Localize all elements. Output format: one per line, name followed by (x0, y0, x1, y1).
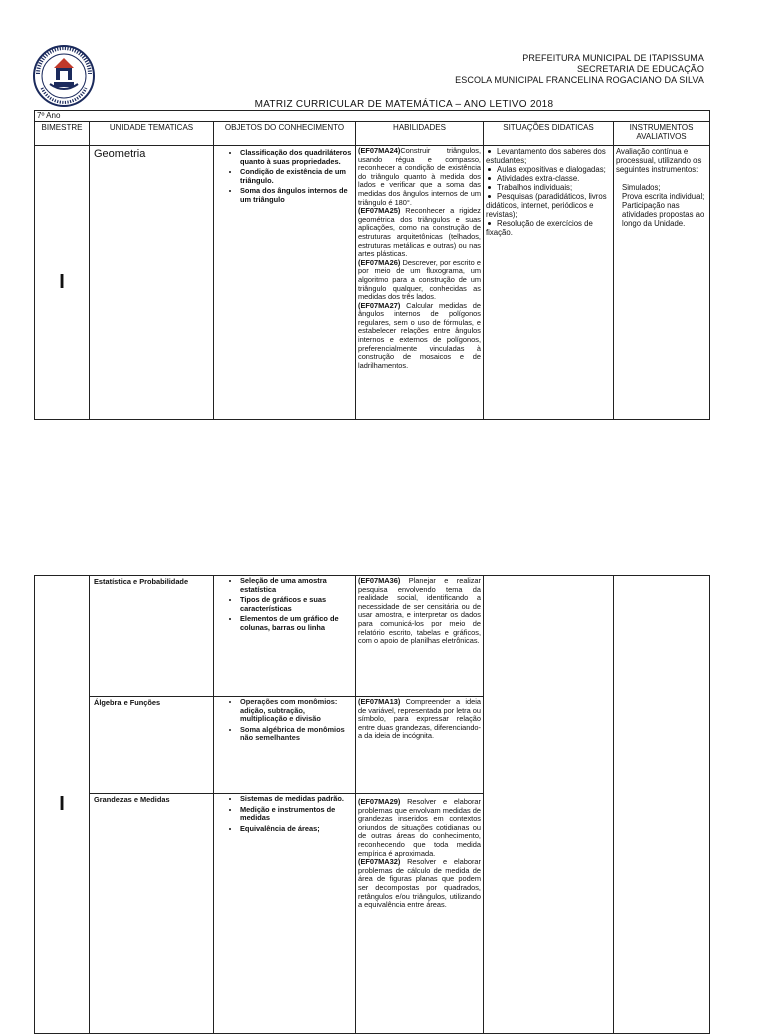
instrumento-intro: Avaliação contínua e processual, utilizando os seguintes instrumentos: (616, 147, 702, 174)
objeto-item: • Soma algébrica de monômios não semelhantes (240, 726, 353, 743)
habilidade-text: Calcular medidas de ângulos internos de polígonos regulares, sem o uso de fórmulas, e estabelecer relações entre ângulos internos e externos de polígonos, preferencialmente vinculadas à construção de mosaicos e de ladrilhamentos. (358, 300, 481, 370)
objeto-item: • Classificação dos quadriláteros quanto à suas propriedades. (240, 149, 353, 166)
col-unidade: UNIDADE TEMATICAS (90, 122, 214, 146)
habilidade-text: Construir triângulos, usando régua e compasso, reconhecer a condição de existência do triângulo quanto à medida dos lados e verificar que a soma das medidas dos ângulos internos de um triângulo é 180°. (358, 146, 481, 207)
instrumento-item: Simulados; (622, 183, 661, 192)
unidade-cell: Estatística e Probabilidade (90, 576, 214, 697)
objeto-item: • Seleção de uma amostra estatística (240, 577, 353, 594)
objetos-cell (214, 576, 356, 697)
objeto-item: • Elementos de um gráfico de colunas, barras ou linha (240, 615, 353, 632)
header-line-2: SECRETARIA DE EDUCAÇÃO (576, 64, 704, 74)
col-instrumentos: INSTRUMENTOS AVALIATIVOS (614, 122, 710, 146)
habilidade-text: Planejar e realizar pesquisa envolvendo tema da realidade social, identificando a necessidade de ser censitária ou de usar amostra, e interpretar os dados para comunicá-los por meio de relatório escrito, tabelas e gráficos, com o apoio de planilhas eletrônicas. (358, 576, 481, 646)
habilidade-code: (EF07MA25) (358, 206, 401, 216)
habilidades-cell (356, 576, 484, 697)
unidade-cell: Álgebra e Funções (90, 697, 214, 794)
objetos-cell (214, 697, 356, 794)
habilidade-code: (EF07MA24) (358, 146, 401, 155)
situacao-item: Atividades extra-classe. (486, 174, 611, 183)
objetos-cell (214, 794, 356, 1034)
bimestre-cell-2: I (35, 576, 90, 1034)
habilidade-code: (EF07MA26) (358, 257, 401, 267)
situacoes-cell (484, 146, 614, 420)
habilidade-text: Resolver e elaborar problemas de cálculo de medida de área de figuras planas que podem ser decompostas por quadrados, retângulos e/ou triângulos, utilizando a equivalência entre áreas. (358, 857, 481, 910)
col-habilidades: HABILIDADES (356, 122, 484, 146)
habilidade-code: (EF07MA32) (358, 857, 401, 867)
habilidade-text: Reconhecer a rigidez geométrica dos triângulos e suas aplicações, como na construção de estruturas arquitetônicas (telhados, estruturas metálicas e outras) ou nas artes plásticas. (358, 206, 481, 259)
curriculum-table-2 (34, 575, 710, 1034)
habilidade-code: (EF07MA29) (358, 797, 401, 806)
unidade-cell: Geometria (90, 146, 214, 420)
header-line-1: PREFEITURA MUNICIPAL DE ITAPISSUMA (522, 53, 704, 63)
habilidades-cell (356, 697, 484, 794)
instrumentos-cell (614, 146, 710, 420)
habilidade-code: (EF07MA13) (358, 697, 401, 706)
instrumentos-cell-2 (614, 576, 710, 1034)
habilidades-cell (356, 794, 484, 1034)
grade-label: 7º Ano (35, 111, 710, 122)
objeto-item: • Condição de existência de um triângulo. (240, 168, 353, 185)
school-header (455, 53, 704, 86)
situacao-item: Resolução de exercícios de fixação. (486, 219, 593, 237)
habilidade-text: Resolver e elaborar problemas que envolvam medidas de grandezas inseridos em contextos oriundos de situações cotidianas ou de outras áreas do conhecimento, reconhecendo que toda medida empírica é aproximada. (358, 797, 481, 858)
situacao-item: Trabalhos individuais; (486, 183, 611, 192)
curriculum-table-1 (34, 110, 710, 420)
objeto-item: • Tipos de gráficos e suas características (240, 596, 353, 613)
situacoes-cell-2 (484, 576, 614, 1034)
unidade-cell: Grandezas e Medidas (90, 794, 214, 1034)
header-line-3: ESCOLA MUNICIPAL FRANCELINA ROGACIANO DA SILVA (455, 75, 704, 85)
habilidade-text: Descrever, por escrito e por meio de um fluxograma, um algoritmo para a construção de um triângulo qualquer, conhecidas as medidas dos três lados. (358, 257, 481, 302)
habilidade-text: Compreender a ideia de variável, representada por letra ou símbolo, para expressar relação entre duas grandezas, diferenciando-a da ideia de incógnita. (358, 697, 481, 741)
objeto-item: • Sistemas de medidas padrão. (240, 795, 353, 804)
col-objetos: OBJETOS DO CONHECIMENTO (214, 122, 356, 146)
situacao-item: Aulas expositivas e dialogadas; (486, 165, 611, 174)
habilidades-cell (356, 146, 484, 420)
situacao-item: Pesquisas (paradidáticos, livros didáticos, internet, periódicos e revistas); (486, 192, 607, 219)
habilidade-code: (EF07MA36) (358, 576, 401, 585)
instrumento-item: Prova escrita individual; (622, 192, 705, 201)
objeto-item: • Equivalência de áreas; (240, 825, 353, 834)
bimestre-cell: I (35, 146, 90, 420)
col-situacoes: SITUAÇÕES DIDATICAS (484, 122, 614, 146)
situacao-item: Levantamento dos saberes dos estudantes; (486, 147, 606, 165)
objeto-item: • Medição e instrumentos de medidas (240, 806, 353, 823)
instrumento-item: Participação nas atividades propostas ao longo da Unidade. (622, 201, 705, 228)
objeto-item: • Operações com monômios: adição, subtração, multiplicação e divisão (240, 698, 353, 724)
habilidade-code: (EF07MA27) (358, 300, 401, 310)
col-bimestre: BIMESTRE (35, 122, 90, 146)
objeto-item: • Soma dos ângulos internos de um triângulo (240, 187, 353, 204)
objetos-cell (214, 146, 356, 420)
document-title: MATRIZ CURRICULAR DE MATEMÁTICA – ANO LETIVO 2018 (254, 99, 554, 110)
